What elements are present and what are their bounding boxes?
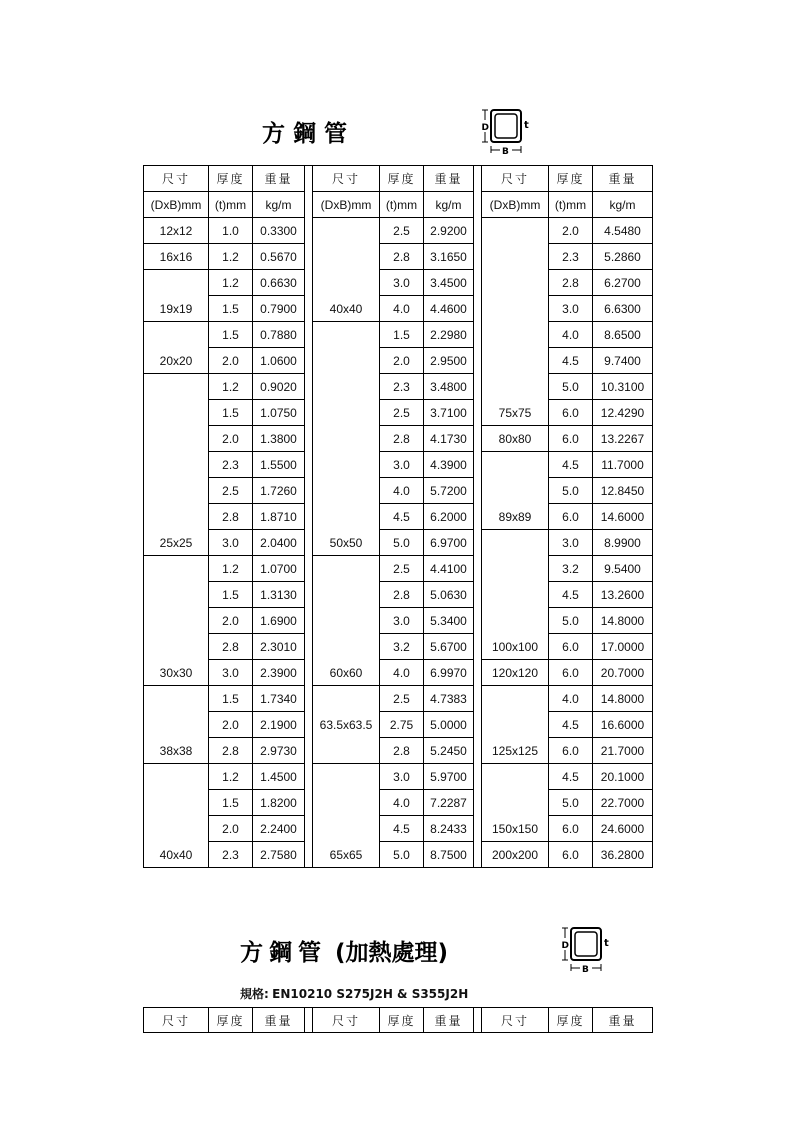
table-row [144,504,653,530]
thickness-cell: 2.8 [209,634,253,660]
thickness-cell: 4.5 [380,816,424,842]
header-weight: 重量 [593,1008,653,1033]
size-cell: 12x12 [144,218,209,244]
thickness-cell: 6.0 [549,816,593,842]
square-tube-diagram-icon [560,924,620,974]
dim-b-label: B [502,147,509,156]
thickness-cell: 2.8 [209,738,253,764]
weight-cell: 3.7100 [424,400,474,426]
table-row [144,374,653,400]
weight-cell: 8.7500 [424,842,474,868]
weight-cell: 14.8000 [593,608,653,634]
thickness-cell: 3.2 [380,634,424,660]
weight-cell: 1.0600 [253,348,305,374]
weight-cell: 2.7580 [253,842,305,868]
table-row [144,478,653,504]
weight-cell: 21.7000 [593,738,653,764]
weight-cell: 13.2267 [593,426,653,452]
header-weight: 重量 [424,1008,474,1033]
size-cell: 125x125 [482,686,549,764]
weight-cell: 6.6300 [593,296,653,322]
unit-size: (DxB)mm [482,192,549,218]
weight-cell: 17.0000 [593,634,653,660]
weight-cell: 6.2000 [424,504,474,530]
size-cell: 40x40 [313,218,380,322]
unit-thickness: (t)mm [380,192,424,218]
table-row [144,400,653,426]
header-size: 尺寸 [482,166,549,192]
square-tube-diagram-icon [480,106,540,156]
table-row [144,634,653,660]
dim-b-label: B [582,965,589,974]
weight-cell: 6.2700 [593,270,653,296]
weight-cell: 2.2400 [253,816,305,842]
weight-cell: 14.6000 [593,504,653,530]
thickness-cell: 1.2 [209,374,253,400]
thickness-cell: 1.5 [209,582,253,608]
header-weight: 重量 [253,166,305,192]
weight-cell: 6.9970 [424,660,474,686]
weight-cell: 2.9200 [424,218,474,244]
column-separator [474,166,482,868]
weight-cell: 9.7400 [593,348,653,374]
weight-cell: 20.1000 [593,764,653,790]
thickness-cell: 4.5 [549,348,593,374]
header-size: 尺寸 [313,1008,380,1033]
thickness-cell: 1.2 [209,244,253,270]
thickness-cell: 3.0 [549,296,593,322]
weight-cell: 2.2980 [424,322,474,348]
table-row [144,842,653,868]
size-cell: 120x120 [482,660,549,686]
thickness-cell: 3.0 [549,530,593,556]
weight-cell: 1.3130 [253,582,305,608]
weight-cell: 1.0750 [253,400,305,426]
thickness-cell: 1.5 [380,322,424,348]
thickness-cell: 6.0 [549,634,593,660]
weight-cell: 0.3300 [253,218,305,244]
square-tube-table [143,165,653,868]
header-size: 尺寸 [313,166,380,192]
size-cell: 200x200 [482,842,549,868]
weight-cell: 2.1900 [253,712,305,738]
thickness-cell: 6.0 [549,842,593,868]
thickness-cell: 4.5 [549,582,593,608]
weight-cell: 5.6700 [424,634,474,660]
header-thickness: 厚度 [549,166,593,192]
header-thickness: 厚度 [549,1008,593,1033]
weight-cell: 0.7880 [253,322,305,348]
thickness-cell: 1.5 [209,686,253,712]
weight-cell: 0.5670 [253,244,305,270]
table-row [144,608,653,634]
thickness-cell: 5.0 [549,478,593,504]
weight-cell: 2.0400 [253,530,305,556]
thickness-cell: 2.0 [209,348,253,374]
thickness-cell: 2.0 [209,426,253,452]
weight-cell: 5.7200 [424,478,474,504]
unit-size: (DxB)mm [144,192,209,218]
thickness-cell: 3.0 [209,530,253,556]
thickness-cell: 2.8 [549,270,593,296]
table-row [144,582,653,608]
weight-cell: 9.5400 [593,556,653,582]
thickness-cell: 4.0 [380,478,424,504]
table-row [144,218,653,244]
header-thickness: 厚度 [380,1008,424,1033]
dim-d-label: D [481,123,489,133]
weight-cell: 3.4800 [424,374,474,400]
weight-cell: 4.5480 [593,218,653,244]
thickness-cell: 2.5 [380,556,424,582]
thickness-cell: 4.0 [380,296,424,322]
thickness-cell: 5.0 [380,530,424,556]
header-size: 尺寸 [144,166,209,192]
thickness-cell: 2.5 [209,478,253,504]
thickness-cell: 5.0 [549,374,593,400]
header-weight: 重量 [424,166,474,192]
weight-cell: 1.3800 [253,426,305,452]
thickness-cell: 2.5 [380,218,424,244]
thickness-cell: 3.0 [380,608,424,634]
size-cell: 20x20 [144,322,209,374]
table-row [144,322,653,348]
thickness-cell: 1.2 [209,270,253,296]
weight-cell: 36.2800 [593,842,653,868]
thickness-cell: 4.0 [549,686,593,712]
weight-cell: 4.7383 [424,686,474,712]
thickness-cell: 2.8 [380,426,424,452]
size-cell: 65x65 [313,764,380,868]
weight-cell: 1.4500 [253,764,305,790]
weight-cell: 1.7340 [253,686,305,712]
weight-cell: 2.3900 [253,660,305,686]
header-thickness: 厚度 [209,1008,253,1033]
thickness-cell: 1.5 [209,296,253,322]
size-cell: 63.5x63.5 [313,686,380,764]
thickness-cell: 2.5 [380,400,424,426]
thickness-cell: 4.0 [549,322,593,348]
weight-cell: 3.4500 [424,270,474,296]
weight-cell: 5.2860 [593,244,653,270]
weight-cell: 1.8710 [253,504,305,530]
thickness-cell: 1.5 [209,400,253,426]
weight-cell: 5.9700 [424,764,474,790]
thickness-cell: 5.0 [380,842,424,868]
unit-weight: kg/m [424,192,474,218]
weight-cell: 20.7000 [593,660,653,686]
weight-cell: 4.1730 [424,426,474,452]
thickness-cell: 2.5 [380,686,424,712]
thickness-cell: 2.0 [209,816,253,842]
weight-cell: 24.6000 [593,816,653,842]
weight-cell: 5.0000 [424,712,474,738]
thickness-cell: 4.5 [549,764,593,790]
table-row [144,738,653,764]
dim-d-label: D [561,941,569,951]
weight-cell: 4.4600 [424,296,474,322]
thickness-cell: 2.8 [209,504,253,530]
weight-cell: 12.8450 [593,478,653,504]
unit-size: (DxB)mm [313,192,380,218]
table-row [144,426,653,452]
header-weight: 重量 [593,166,653,192]
size-cell: 75x75 [482,218,549,426]
weight-cell: 1.8200 [253,790,305,816]
table-row [144,790,653,816]
size-cell: 89x89 [482,452,549,530]
thickness-cell: 1.5 [209,790,253,816]
table-row [144,244,653,270]
dim-t-label: t [604,938,609,949]
thickness-cell: 4.5 [549,452,593,478]
column-separator [474,1008,482,1033]
thickness-cell: 6.0 [549,738,593,764]
thickness-cell: 4.5 [380,504,424,530]
thickness-cell: 2.8 [380,582,424,608]
weight-cell: 8.9900 [593,530,653,556]
weight-cell: 2.3010 [253,634,305,660]
weight-cell: 11.7000 [593,452,653,478]
unit-thickness: (t)mm [209,192,253,218]
table-row [144,712,653,738]
weight-cell: 6.9700 [424,530,474,556]
thickness-cell: 2.8 [380,738,424,764]
thickness-cell: 4.5 [549,712,593,738]
weight-cell: 5.2450 [424,738,474,764]
table-header-row [144,1008,653,1033]
weight-cell: 8.6500 [593,322,653,348]
specification-line: 規格: EN10210 S275J2H & S355J2H [240,987,469,1001]
table-units-row [144,192,653,218]
table-row [144,452,653,478]
header-size: 尺寸 [144,1008,209,1033]
weight-cell: 7.2287 [424,790,474,816]
table-row [144,660,653,686]
weight-cell: 3.1650 [424,244,474,270]
weight-cell: 5.0630 [424,582,474,608]
thickness-cell: 2.3 [380,374,424,400]
unit-weight: kg/m [253,192,305,218]
table-row [144,556,653,582]
size-cell: 150x150 [482,764,549,842]
table-row [144,270,653,296]
thickness-cell: 3.0 [209,660,253,686]
size-cell: 100x100 [482,530,549,660]
thickness-cell: 3.0 [380,452,424,478]
weight-cell: 22.7000 [593,790,653,816]
page-title: 方鋼管 [262,121,355,147]
header-size: 尺寸 [482,1008,549,1033]
table-row [144,816,653,842]
thickness-cell: 6.0 [549,660,593,686]
table-row [144,686,653,712]
table-row [144,764,653,790]
weight-cell: 4.3900 [424,452,474,478]
thickness-cell: 1.5 [209,322,253,348]
table-row [144,530,653,556]
thickness-cell: 6.0 [549,400,593,426]
table-row [144,296,653,322]
weight-cell: 16.6000 [593,712,653,738]
thickness-cell: 1.2 [209,556,253,582]
thickness-cell: 3.2 [549,556,593,582]
size-cell: 60x60 [313,556,380,686]
column-separator [305,1008,313,1033]
thickness-cell: 6.0 [549,426,593,452]
thickness-cell: 2.3 [209,842,253,868]
thickness-cell: 4.0 [380,660,424,686]
weight-cell: 4.4100 [424,556,474,582]
thickness-cell: 2.0 [209,608,253,634]
size-cell: 25x25 [144,374,209,556]
weight-cell: 1.5500 [253,452,305,478]
unit-thickness: (t)mm [549,192,593,218]
weight-cell: 0.7900 [253,296,305,322]
weight-cell: 8.2433 [424,816,474,842]
weight-cell: 0.9020 [253,374,305,400]
weight-cell: 5.3400 [424,608,474,634]
thickness-cell: 3.0 [380,270,424,296]
weight-cell: 14.8000 [593,686,653,712]
weight-cell: 2.9730 [253,738,305,764]
weight-cell: 2.9500 [424,348,474,374]
header-thickness: 厚度 [209,166,253,192]
size-cell: 30x30 [144,556,209,686]
size-cell: 19x19 [144,270,209,322]
thickness-cell: 4.0 [380,790,424,816]
weight-cell: 10.3100 [593,374,653,400]
size-cell: 40x40 [144,764,209,868]
thickness-cell: 2.75 [380,712,424,738]
thickness-cell: 2.8 [380,244,424,270]
thickness-cell: 3.0 [380,764,424,790]
weight-cell: 1.6900 [253,608,305,634]
unit-weight: kg/m [593,192,653,218]
thickness-cell: 2.3 [209,452,253,478]
weight-cell: 0.6630 [253,270,305,296]
thickness-cell: 5.0 [549,790,593,816]
thickness-cell: 6.0 [549,504,593,530]
header-thickness: 厚度 [380,166,424,192]
dim-t-label: t [524,120,529,131]
column-separator [305,166,313,868]
thickness-cell: 2.3 [549,244,593,270]
weight-cell: 1.7260 [253,478,305,504]
size-cell: 50x50 [313,322,380,556]
table-header-row [144,166,653,192]
heat-treated-title: 方鋼管 (加熱處理) [240,940,449,966]
weight-cell: 13.2600 [593,582,653,608]
heat-treated-table-header [143,1007,653,1033]
thickness-cell: 2.0 [209,712,253,738]
size-cell: 38x38 [144,686,209,764]
thickness-cell: 2.0 [549,218,593,244]
thickness-cell: 1.2 [209,764,253,790]
weight-cell: 1.0700 [253,556,305,582]
thickness-cell: 5.0 [549,608,593,634]
size-cell: 80x80 [482,426,549,452]
table-row [144,348,653,374]
thickness-cell: 1.0 [209,218,253,244]
size-cell: 16x16 [144,244,209,270]
thickness-cell: 2.0 [380,348,424,374]
weight-cell: 12.4290 [593,400,653,426]
header-weight: 重量 [253,1008,305,1033]
